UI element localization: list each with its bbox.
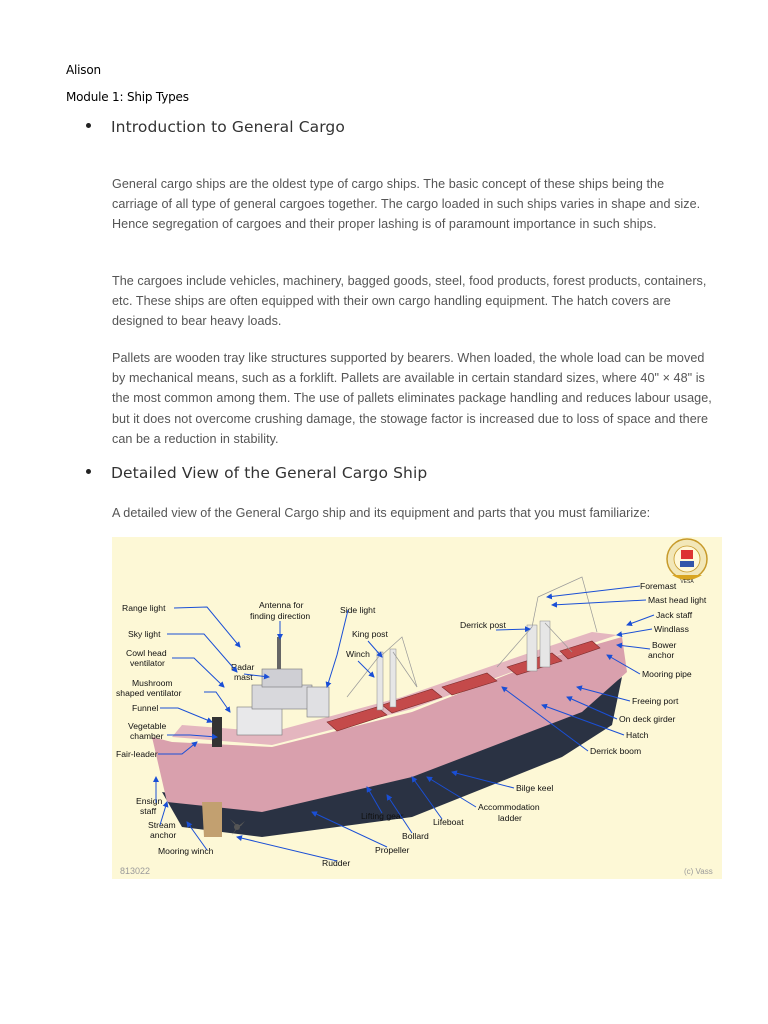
bullet-icon	[86, 469, 91, 474]
section-heading-text: Introduction to General Cargo	[111, 118, 345, 136]
label-cowl-head: Cowl head	[126, 648, 167, 658]
label-mushroom-2: shaped ventilator	[116, 688, 182, 698]
label-hatch: Hatch	[626, 730, 649, 740]
label-bilge-keel: Bilge keel	[516, 783, 554, 793]
paragraph: The cargoes include vehicles, machinery, bagged goods, steel, food products, forest products, containers, etc. These ships are often equipped with their own cargo handling equipment. The hatch covers are designed to bear heavy loads.	[112, 274, 707, 329]
label-lifeboat: Lifeboat	[433, 817, 464, 827]
figure-code: 813022	[120, 866, 151, 876]
label-bower-anchor-2: anchor	[648, 650, 675, 660]
label-sky-light: Sky light	[128, 629, 161, 639]
label-stream-anchor-2: anchor	[150, 830, 177, 840]
label-rudder: Rudder	[322, 858, 351, 868]
label-radar-mast-2: mast	[234, 672, 253, 682]
label-fair-leader: Fair-leader	[116, 749, 158, 759]
section-heading-detailed-view	[86, 464, 427, 482]
label-on-deck-girder: On deck girder	[619, 714, 676, 724]
label-mooring-pipe: Mooring pipe	[642, 669, 692, 679]
label-ensign: Ensign	[136, 796, 163, 806]
label-vegetable: Vegetable	[128, 721, 167, 731]
label-vegetable-2: chamber	[130, 731, 164, 741]
label-lifting-gear: Lifting gear	[361, 811, 404, 821]
label-winch: Winch	[346, 649, 370, 659]
label-king-post: King post	[352, 629, 388, 639]
label-radar-mast: Radar	[231, 662, 255, 672]
label-antenna-2: finding direction	[250, 611, 311, 621]
label-jack-staff: Jack staff	[656, 610, 693, 620]
label-mushroom: Mushroom	[132, 678, 173, 688]
label-cowl-head-2: ventilator	[130, 658, 165, 668]
label-bower-anchor: Bower	[652, 640, 677, 650]
author-name: Alison	[66, 63, 101, 77]
ship-diagram-svg	[112, 537, 722, 879]
label-derrick-post: Derrick post	[460, 620, 506, 630]
label-antenna: Antenna for	[259, 600, 304, 610]
label-bollard: Bollard	[402, 831, 429, 841]
label-freeing-port: Freeing port	[632, 696, 679, 706]
paragraph: A detailed view of the General Cargo ship and its equipment and parts that you must familiarize:	[112, 506, 651, 520]
figure-copyright: (c) Vass	[684, 867, 713, 876]
label-funnel: Funnel	[132, 703, 159, 713]
bullet-icon	[86, 123, 91, 128]
label-foremast: Foremast	[640, 581, 677, 591]
label-derrick-boom: Derrick boom	[590, 746, 642, 756]
paragraph: General cargo ships are the oldest type of cargo ships. The basic concept of these ships being the carriage of all type of general cargoes together. The cargo loaded in such ships varies in shape and size. Hence segregation of cargoes and their proper lashing is of paramount importance in such ships.	[112, 177, 701, 232]
label-ensign-2: staff	[140, 806, 157, 816]
label-side-light: Side light	[340, 605, 376, 615]
logo-text: VESA	[680, 579, 694, 585]
label-mast-head-light: Mast head light	[648, 595, 707, 605]
label-accommodation-ladder-2: ladder	[498, 813, 522, 823]
label-propeller: Propeller	[375, 845, 410, 855]
section-heading-intro	[86, 118, 345, 136]
label-windlass: Windlass	[654, 624, 689, 634]
label-range-light: Range light	[122, 603, 166, 613]
module-title: Module 1: Ship Types	[66, 90, 189, 104]
label-accommodation-ladder: Accommodation	[478, 802, 540, 812]
paragraph: Pallets are wooden tray like structures supported by bearers. When loaded, the whole load can be moved by mechanical means, such as a forklift. Pallets are available in certain standard sizes, where 40" × 48" is the most common among them. The use of pallets eliminates package handling and reduces labour usage, but it does not overcome crushing damage, the stowage factor is increased due to loss of space and there can be a reduction in stability.	[112, 351, 712, 446]
logo-seal-icon	[667, 539, 707, 585]
label-stream-anchor: Stream	[148, 820, 176, 830]
section-heading-text: Detailed View of the General Cargo Ship	[111, 464, 428, 482]
label-mooring-winch: Mooring winch	[158, 846, 214, 856]
ship-diagram	[112, 537, 722, 879]
